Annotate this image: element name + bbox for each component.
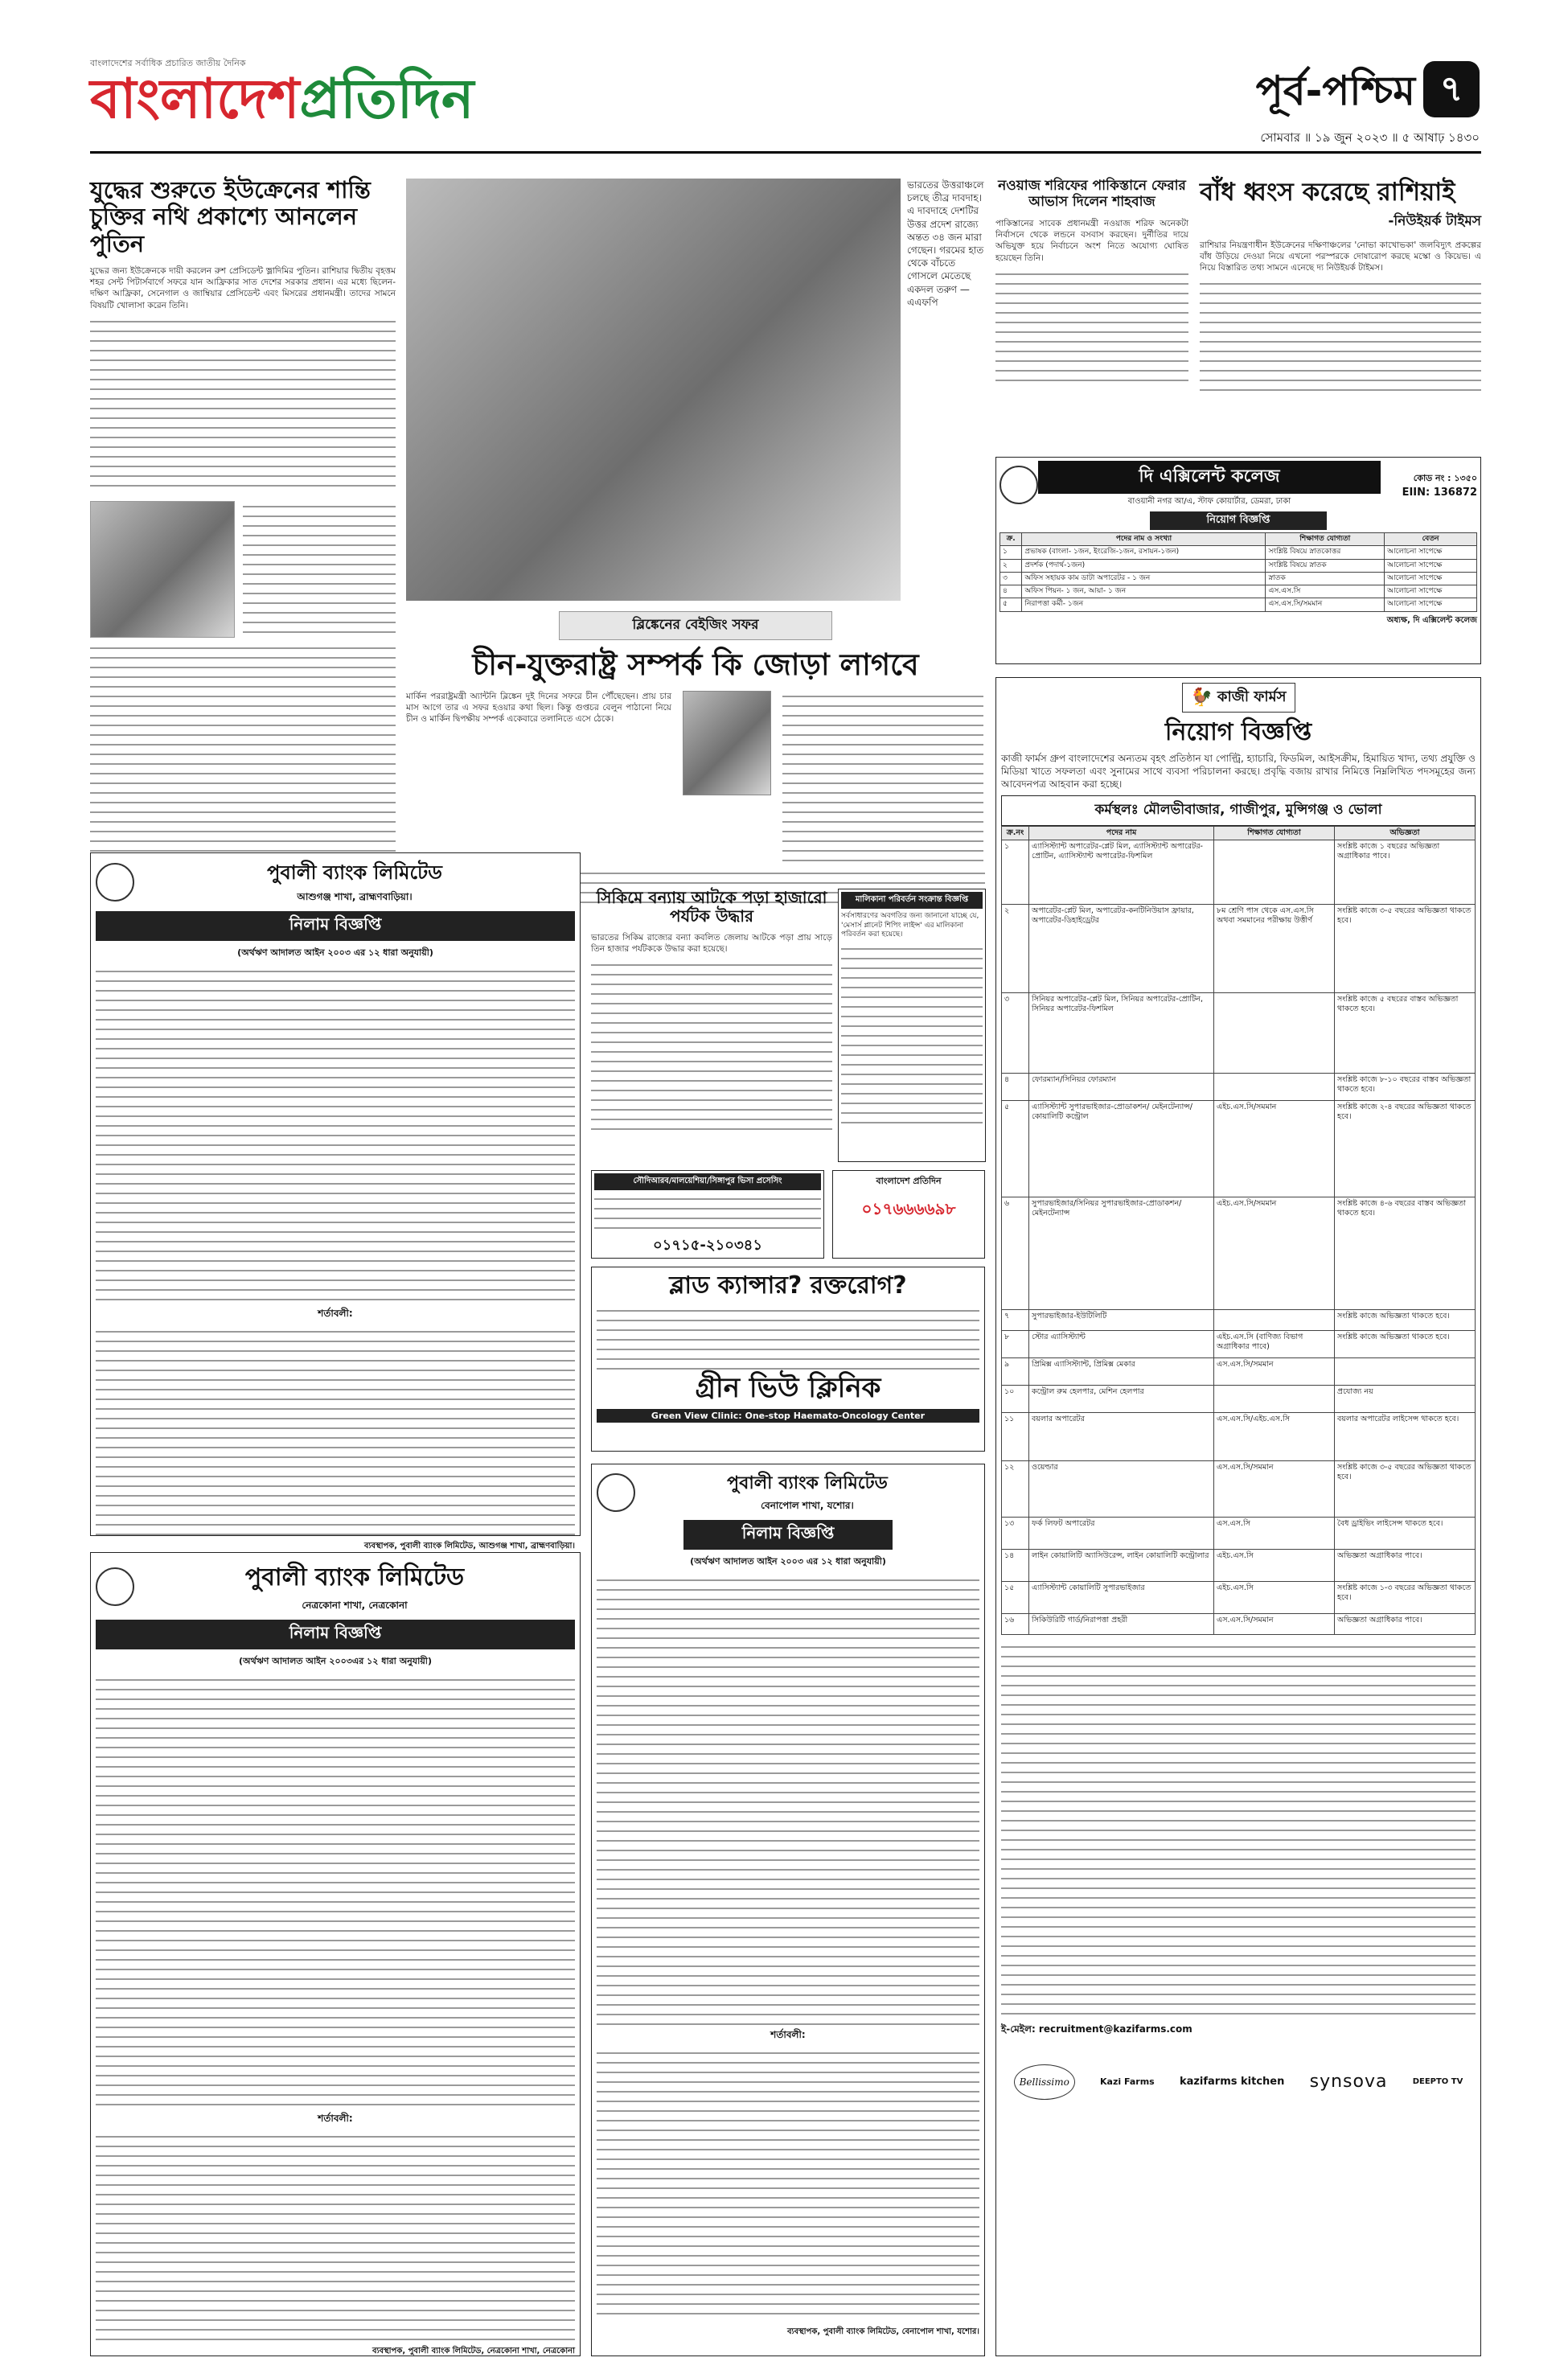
story-blinken <box>406 611 985 877</box>
kazi-notice: নিয়োগ বিজ্ঞপ্তি <box>1164 718 1312 746</box>
page-date: সোমবার ॥ ১৯ জুন ২০২৩ ॥ ৫ আষাঢ় ১৪৩০ <box>1260 130 1480 145</box>
pubali-benapole-notice: নিলাম বিজ্ঞপ্তি <box>683 1520 893 1550</box>
putin-photo <box>90 501 235 638</box>
paper-label: বাংলাদেশ প্রতিদিন <box>876 1176 942 1186</box>
college-code: কোড নং : ১৩৫০ <box>1413 473 1477 483</box>
kazi-bird-icon: 🐓 <box>1190 688 1213 708</box>
col-header: ক্র. <box>1000 533 1022 546</box>
photo-caption: ভারতের উত্তরাঞ্চলে চলছে তীব্র দাবদাহ। এ দাবদাহে দেশটির উত্তর প্রদেশ রাজ্যে অন্তত ৩৪ জন মারা গেছেন। গরমের হাত থেকে বাঁচতে গোসলে মেতেছে একদল তরুণ —এএফপি <box>907 179 984 308</box>
col-header: পদের নাম <box>1029 827 1214 840</box>
pubali-bank-name: পুবালী ব্যাংক লিমিটেড <box>267 861 442 884</box>
deepto-tv-logo: DEEPTO TV <box>1412 2077 1463 2087</box>
masthead-logo <box>90 68 474 131</box>
synsova-logo: synsova <box>1309 2072 1388 2093</box>
table-row: ৩ অফিস সহায়ক কাম ডাটা অপারেটর - ১ জন স্নাতক আলোচনা সাপেক্ষে <box>1000 572 1477 585</box>
col-header: ক্র.নং <box>1002 827 1029 840</box>
kazi-farms-logo: Kazi Farms <box>1100 2076 1155 2088</box>
ad-paper-contact <box>832 1170 985 1259</box>
story-pakistan-headline: নওয়াজ শরিফের পাকিস্তানে ফেরার আভাস দিলেন শাহবাজ <box>998 178 1186 210</box>
pubali-branch: আশুগঞ্জ শাখা, ব্রাহ্মণবাড়িয়া। <box>297 891 413 902</box>
table-row: ১১ বয়লার অপারেটর এস.এস.সি/এইচ.এস.সি বয়লার অপারেটর লাইসেন্স থাকতে হবে। <box>1002 1412 1476 1460</box>
kazi-email[interactable]: ই-মেইল: recruitment@kazifarms.com <box>1001 2023 1192 2035</box>
pubali-terms-heading: শর্তাবলী: <box>318 1308 353 1319</box>
pubali-emblem-icon <box>96 863 134 902</box>
pubali-netrokona-law: (অর্থঋণ আদালত আইন ২০০৩এর ১২ ধারা অনুযায়ী) <box>239 1656 432 1666</box>
college-title: দি এক্সিলেন্ট কলেজ <box>1038 461 1381 494</box>
green-view-name: গ্রীন ভিউ ক্লিনিক <box>695 1371 881 1404</box>
pubali-benapole-body <box>597 1575 979 2025</box>
story-blinken-kicker: ব্লিঙ্কেনের বেইজিং সফর <box>632 617 759 633</box>
pubali-emblem-icon <box>96 1567 134 1606</box>
story-blinken-headline: চীন-যুক্তরাষ্ট্র সম্পর্ক কি জোড়া লাগবে <box>472 647 919 682</box>
masthead-name-part2: প্রতিদিন <box>299 68 474 131</box>
story-pakistan-body <box>995 269 1188 389</box>
story-dam-headline: বাঁধ ধ্বংস করেছে রাশিয়াই <box>1200 178 1455 207</box>
masthead-tagline: বাংলাদেশের সর্বাধিক প্রচারিত জাতীয় দৈনিক <box>90 58 246 68</box>
pubali-benapole-branch: বেনাপোল শাখা, যশোর। <box>761 1500 854 1511</box>
green-view-footer: Green View Clinic: One-stop Haemato-Oncology Center <box>597 1409 979 1423</box>
story-pakistan <box>995 179 1188 444</box>
masthead-name-part1: বাংলাদেশ <box>90 68 300 131</box>
kazi-intro: কাজী ফার্মস গ্রুপ বাংলাদেশের অন্যতম বৃহৎ প্রতিষ্ঠান যা পোল্ট্রি, হ্যাচারি, ফিডমিল, আইসক্রীম, হিমায়িত খাদ্য, তথ্য প্রযুক্তি ও মিডিয়া খাতে সফলতা এবং সুনামের সাথে ব্যবসা পরিচালনা করছে। প্রবৃদ্ধি বজায় রাখার নিমিত্তে নিম্নলিখিত পদসমূহের জন্য আবেদনপত্র আহবান করা হচ্ছে। <box>1001 752 1476 790</box>
table-row: ৩ সিনিয়র অপারেটর-প্লেট মিল, সিনিয়র অপারেটর-প্রোটিন, সিনিয়র অপারেটর-ফিশমিল সংশ্লিষ্ট কাজে ৫ বছরের বাস্তব অভিজ্ঞতা থাকতে হবে। <box>1002 992 1476 1073</box>
story-sikkim-body <box>591 959 832 1136</box>
pubali-benapole-law: (অর্থঋণ আদালত আইন ২০০৩ এর ১২ ধারা অনুযায়ী) <box>690 1556 886 1567</box>
pubali-benapole-terms <box>597 2047 979 2321</box>
ad-green-view-clinic <box>591 1267 985 1452</box>
story-sikkim <box>591 889 832 1162</box>
pubali-emblem-icon <box>597 1473 635 1512</box>
bellissimo-logo: Bellissimo <box>1014 2064 1075 2100</box>
green-view-body <box>597 1305 979 1370</box>
ad-pubali-brahmanbaria <box>90 852 581 1550</box>
paper-phone: ০১৭৬৬৬৬৯৮ <box>861 1199 956 1218</box>
story-ukraine-excerpt: যুদ্ধের জন্য ইউক্রেনকে দায়ী করলেন রুশ প্রেসিডেন্ট ভ্লাদিমির পুতিন। রাশিয়ার দ্বিতীয় বৃহত্তম শহর সেন্ট পিটার্সবার্গে সফরে যান আফ্রিকার সাত দেশের সরকার প্রধান। এর মধ্যে ছিলেন- দক্ষিণ আফ্রিকা, সেনেগাল ও জাম্বিয়ার প্রেসিডেন্ট এবং মিসরের প্রধানমন্ত্রী। তাদের সামনে বিষয়টি খোলাসা করেন তিনি। <box>90 266 396 310</box>
visa-phone: ০১৭১৫-২১০৩৪১ <box>652 1237 763 1254</box>
pubali-netrokona-signature: ব্যবস্থাপক, পুবালী ব্যাংক লিমিটেড, নেত্রকোনা শাখা, নেত্রকোনা <box>372 2347 575 2356</box>
table-row: ১৪ লাইন কোয়ালিটি অ্যাসিউরেন্স, লাইন কোয়ালিটি কন্ট্রোলার এইচ.এস.সি অভিজ্ঞতা অগ্রাধিকার পাবে। <box>1002 1549 1476 1581</box>
table-row: ৬ সুপারভাইজার/সিনিয়র সুপারভাইজার-প্রোডাকশন/মেইনটেন্যান্স এইচ.এস.সি/সমমান সংশ্লিষ্ট কাজে ৪-৬ বছরের বাস্তব অভিজ্ঞতা থাকতে হবে। <box>1002 1197 1476 1309</box>
story-dam-source: -নিউইয়র্ক টাইমস <box>1388 212 1481 229</box>
kazi-logos <box>1001 2058 1476 2106</box>
kazi-terms <box>1001 1641 1476 2019</box>
table-row: ২ প্রদর্শক (পদার্থ-১জন) সংশ্লিষ্ট বিষয়ে স্নাতক আলোচনা সাপেক্ষে <box>1000 559 1477 572</box>
visa-title: সৌদিআরব/মালয়েশিয়া/সিঙ্গাপুর ভিসা প্রসেসিং <box>594 1173 821 1190</box>
col-header: বেতন <box>1385 533 1477 546</box>
green-view-question: ব্লাড ক্যান্সার? রক্তরোগ? <box>669 1271 907 1300</box>
pubali-signature: ব্যবস্থাপক, পুবালী ব্যাংক লিমিটেড, আশুগঞ্জ শাখা, ব্রাহ্মণবাড়িয়া। <box>363 1542 575 1550</box>
pubali-body <box>96 966 575 1304</box>
table-row: ৫ নিরাপত্তা কর্মী- ১জন এস.এস.সি/সমমান আলোচনা সাপেক্ষে <box>1000 598 1477 611</box>
visa-body <box>594 1193 821 1234</box>
pubali-benapole-bank: পুবালী ব্যাংক লিমিটেড <box>727 1473 888 1493</box>
story-sikkim-headline: সিকিমে বন্যায় আটকে পড়া হাজারো পর্যটক উদ্ধার <box>596 888 827 926</box>
kazi-table <box>1001 826 1476 1635</box>
section-title: পূর্ব-পশ্চিম <box>1255 68 1415 114</box>
college-eiin: EIIN: 136872 <box>1402 487 1477 499</box>
col-header: পদের নাম ও সংখ্যা <box>1022 533 1266 546</box>
ad-visa <box>591 1170 824 1259</box>
ad-public-notice <box>838 889 986 1162</box>
pubali-terms <box>96 1326 575 1535</box>
heatwave-photo <box>406 179 901 601</box>
kazi-logo-box <box>1182 683 1295 713</box>
story-sikkim-excerpt: ভারতের সিকিম রাজ্যের বন্যা কবলিত জেলায় আটকে পড়া প্রায় সাড়ে তিন হাজার পর্যটককে উদ্ধার করা হয়েছে। <box>591 933 832 955</box>
masthead <box>0 0 1568 161</box>
college-crest-icon <box>999 466 1038 504</box>
college-table <box>999 532 1477 612</box>
table-row: ৫ এ্যাসিস্ট্যান্ট সুপারভাইজার-প্রোডাকশন/ মেইনটেন্যান্স/ কোয়ালিটি কন্ট্রোল এইচ.এস.সি/সমমান সংশ্লিষ্ট কাজে ২-৪ বছরের অভিজ্ঞতা থাকতে হবে। <box>1002 1100 1476 1197</box>
table-row: ৯ প্রিমিক্স এ্যাসিস্ট্যান্ট, প্রিমিক্স মেকার এস.এস.সি/সমমান <box>1002 1357 1476 1385</box>
table-row: ১৫ এ্যাসিস্ট্যান্ট কোয়ালিটি সুপারভাইজার এইচ.এস.সি সংশ্লিষ্ট কাজে ১-৩ বছরের অভিজ্ঞতা থাকতে হবে। <box>1002 1581 1476 1613</box>
story-blinken-body <box>782 691 983 868</box>
table-row: ১ প্রভাষক (বাংলা- ১জন, ইংরেজি-১জন, রসায়ন-১জন) সংশ্লিষ্ট বিষয়ে স্নাতকোত্তর আলোচনা সাপেক্ষে <box>1000 546 1477 559</box>
pubali-netrokona-terms-heading: শর্তাবলী: <box>318 2113 353 2124</box>
page-number: ৭ <box>1439 68 1463 109</box>
table-row: ১০ কন্ট্রোল রুম হেলপার, মেশিন হেলপার প্রযোজ্য নয় <box>1002 1385 1476 1412</box>
masthead-rule <box>90 151 1481 154</box>
story-blinken-kicker-box <box>559 611 832 640</box>
college-address: বাওয়ানী নগর আ/এ, স্টাফ কোয়ার্টার, ডেমরা, ঢাকা <box>1127 497 1291 506</box>
story-dam <box>1200 179 1481 444</box>
table-row: ৭ সুপারভাইজার-ইউটিলিটি সংশ্লিষ্ট কাজে অভিজ্ঞতা থাকতে হবে। <box>1002 1309 1476 1330</box>
ad-kazi-farms <box>995 677 1481 2356</box>
pubali-netrokona-body <box>96 1674 575 2109</box>
page-number-badge <box>1423 61 1480 117</box>
table-row: ১ এ্যাসিস্ট্যান্ট অপারেটর-প্লেট মিল, এ্যাসিস্ট্যান্ট অপারেটর-প্রোটিন, এ্যাসিস্ট্যান্ট অপারেটর-ফিশমিল সংশ্লিষ্ট কাজে ১ বছরের অভিজ্ঞতা অগ্রাধিকার পাবে। <box>1002 840 1476 904</box>
story-blinken-excerpt: মার্কিন পররাষ্ট্রমন্ত্রী অ্যান্টনি ব্লিঙ্কেন দুই দিনের সফরে চীন পৌঁছেছেন। প্রায় চার মাস আগে তার এ সফর হওয়ার কথা ছিল। কিন্তু গুপ্তচর বেলুন পাঠানো নিয়ে চীন ও মার্কিন দ্বিপক্ষীয় সম্পর্ক একেবারে তলানিতে এসে ঠেকে। <box>406 691 671 724</box>
blinken-photo <box>683 691 771 795</box>
kazi-brand: কাজী ফার্মস <box>1217 688 1287 705</box>
ad-pubali-benapole <box>591 1464 985 2356</box>
table-row: ৪ ফোরম্যান/সিনিয়র ফোরম্যান সংশ্লিষ্ট কাজে ৮-১০ বছরের বাস্তব অভিজ্ঞতা থাকতে হবে। <box>1002 1073 1476 1100</box>
pubali-netrokona-branch: নেত্রকোনা শাখা, নেত্রকোনা <box>302 1600 408 1611</box>
ad-pubali-netrokona <box>90 1552 581 2356</box>
pubali-benapole-terms-heading: শর্তাবলী: <box>770 2029 806 2040</box>
public-notice-body: সর্বসাধারণের অবগতির জন্য জানানো যাচ্ছে যে, 'মেসার্স প্লানেট শিপিং লাইন্স' এর মালিকানা পরিবর্তন করা হয়েছে। <box>841 912 979 939</box>
pubali-netrokona-bank: পুবালী ব্যাংক লিমিটেড <box>244 1563 465 1592</box>
story-ukraine-body <box>90 316 396 493</box>
pubali-netrokona-notice: নিলাম বিজ্ঞপ্তি <box>96 1620 575 1649</box>
story-ukraine <box>90 177 396 836</box>
table-row: ১৩ ফর্ক লিফট অপারেটর এস.এস.সি বৈধ ড্রাইভিং লাইসেন্স থাকতে হবে। <box>1002 1517 1476 1549</box>
story-dam-excerpt: রাশিয়ার নিয়ন্ত্রণাধীন ইউক্রেনের দক্ষিণাঞ্চলের 'নোভা কাখোভকা' জলবিদ্যুৎ প্রকল্পের বাঁধ উড়িয়ে দেওয়া নিয়ে এখনো পরস্পরকে দোষারোপ করছে মস্কো ও কিয়েভ। এ নিয়ে বিস্তারিত তথ্য সামনে এনেছে দ্য নিউইয়র্ক টাইমস। <box>1200 240 1481 273</box>
table-row: ১৬ সিকিউরিটি গার্ড/নিরাপত্তা প্রহরী এস.এস.সি/সমমান অভিজ্ঞতা অগ্রাধিকার পাবে। <box>1002 1613 1476 1634</box>
pubali-notice: নিলাম বিজ্ঞপ্তি <box>96 911 575 941</box>
pubali-netrokona-terms <box>96 2131 575 2340</box>
story-ukraine-body-2 <box>243 501 396 638</box>
col-header: শিক্ষাগত যোগ্যতা <box>1266 533 1385 546</box>
ad-excellent-college <box>995 457 1481 664</box>
pubali-law: (অর্থঋণ আদালত আইন ২০০৩ এর ১২ ধারা অনুযায়ী) <box>237 947 433 958</box>
college-signature: অধ্যক্ষ, দি এক্সিলেন্ট কলেজ <box>1386 615 1477 625</box>
table-row: ৪ অফিস পিয়ন- ১ জন, আয়া- ১ জন এস.এস.সি আলোচনা সাপেক্ষে <box>1000 585 1477 598</box>
table-row: ২ অপারেটর-প্লেট মিল, অপারেটর-কনটিনিউয়াস ফ্রায়ার, অপারেটর-ডিহাইড্রেটর ৮ম শ্রেণি পাস থেকে এস.এস.সি অথবা সমমানের পরীক্ষায় উত্তীর্ণ সংশ্লিষ্ট কাজে ৩-৫ বছরের অভিজ্ঞতা থাকতে হবে। <box>1002 904 1476 992</box>
story-pakistan-excerpt: পাকিস্তানের সাবেক প্রধানমন্ত্রী নওয়াজ শরিফ অনেকটা নির্বাসনে থেকে লন্ডনে বসবাস করছেন। দুর্নীতির দায়ে অভিযুক্ত হয়ে নির্বাচনে অংশ নিতে অযোগ্য ঘোষিত হয়েছেন তিনি। <box>995 219 1188 263</box>
pubali-benapole-signature: ব্যবস্থাপক, পুবালী ব্যাংক লিমিটেড, বেনাপোল শাখা, যশোর। <box>786 2327 979 2336</box>
story-dam-body <box>1200 278 1481 399</box>
story-ukraine-headline: যুদ্ধের শুরুতে ইউক্রেনের শান্তি চুক্তির নথি প্রকাশ্যে আনলেন পুতিন <box>90 176 371 257</box>
col-header: অভিজ্ঞতা <box>1335 827 1476 840</box>
kazifarms-kitchen-logo: kazifarms kitchen <box>1179 2076 1285 2089</box>
public-notice-text <box>841 943 983 1128</box>
col-header: শিক্ষাগত যোগ্যতা <box>1214 827 1335 840</box>
table-row: ৮ স্টোর এ্যাসিস্ট্যান্ট এইচ.এস.সি (বাণিজ্য বিভাগ অগ্রাধিকার পাবে) সংশ্লিষ্ট কাজে অভিজ্ঞতা থাকতে হবে। <box>1002 1330 1476 1357</box>
public-notice-title: মালিকানা পরিবর্তন সংক্রান্ত বিজ্ঞপ্তি <box>841 892 983 909</box>
college-notice: নিয়োগ বিজ্ঞপ্তি <box>1150 511 1327 530</box>
table-row: ১২ ওয়েল্ডার এস.এস.সি/সমমান সংশ্লিষ্ট কাজে ৩-৫ বছরের অভিজ্ঞতা থাকতে হবে। <box>1002 1460 1476 1517</box>
kazi-location: কর্মস্থলঃ মৌলভীবাজার, গাজীপুর, মুন্সিগঞ্জ ও ভোলা <box>1001 795 1476 826</box>
